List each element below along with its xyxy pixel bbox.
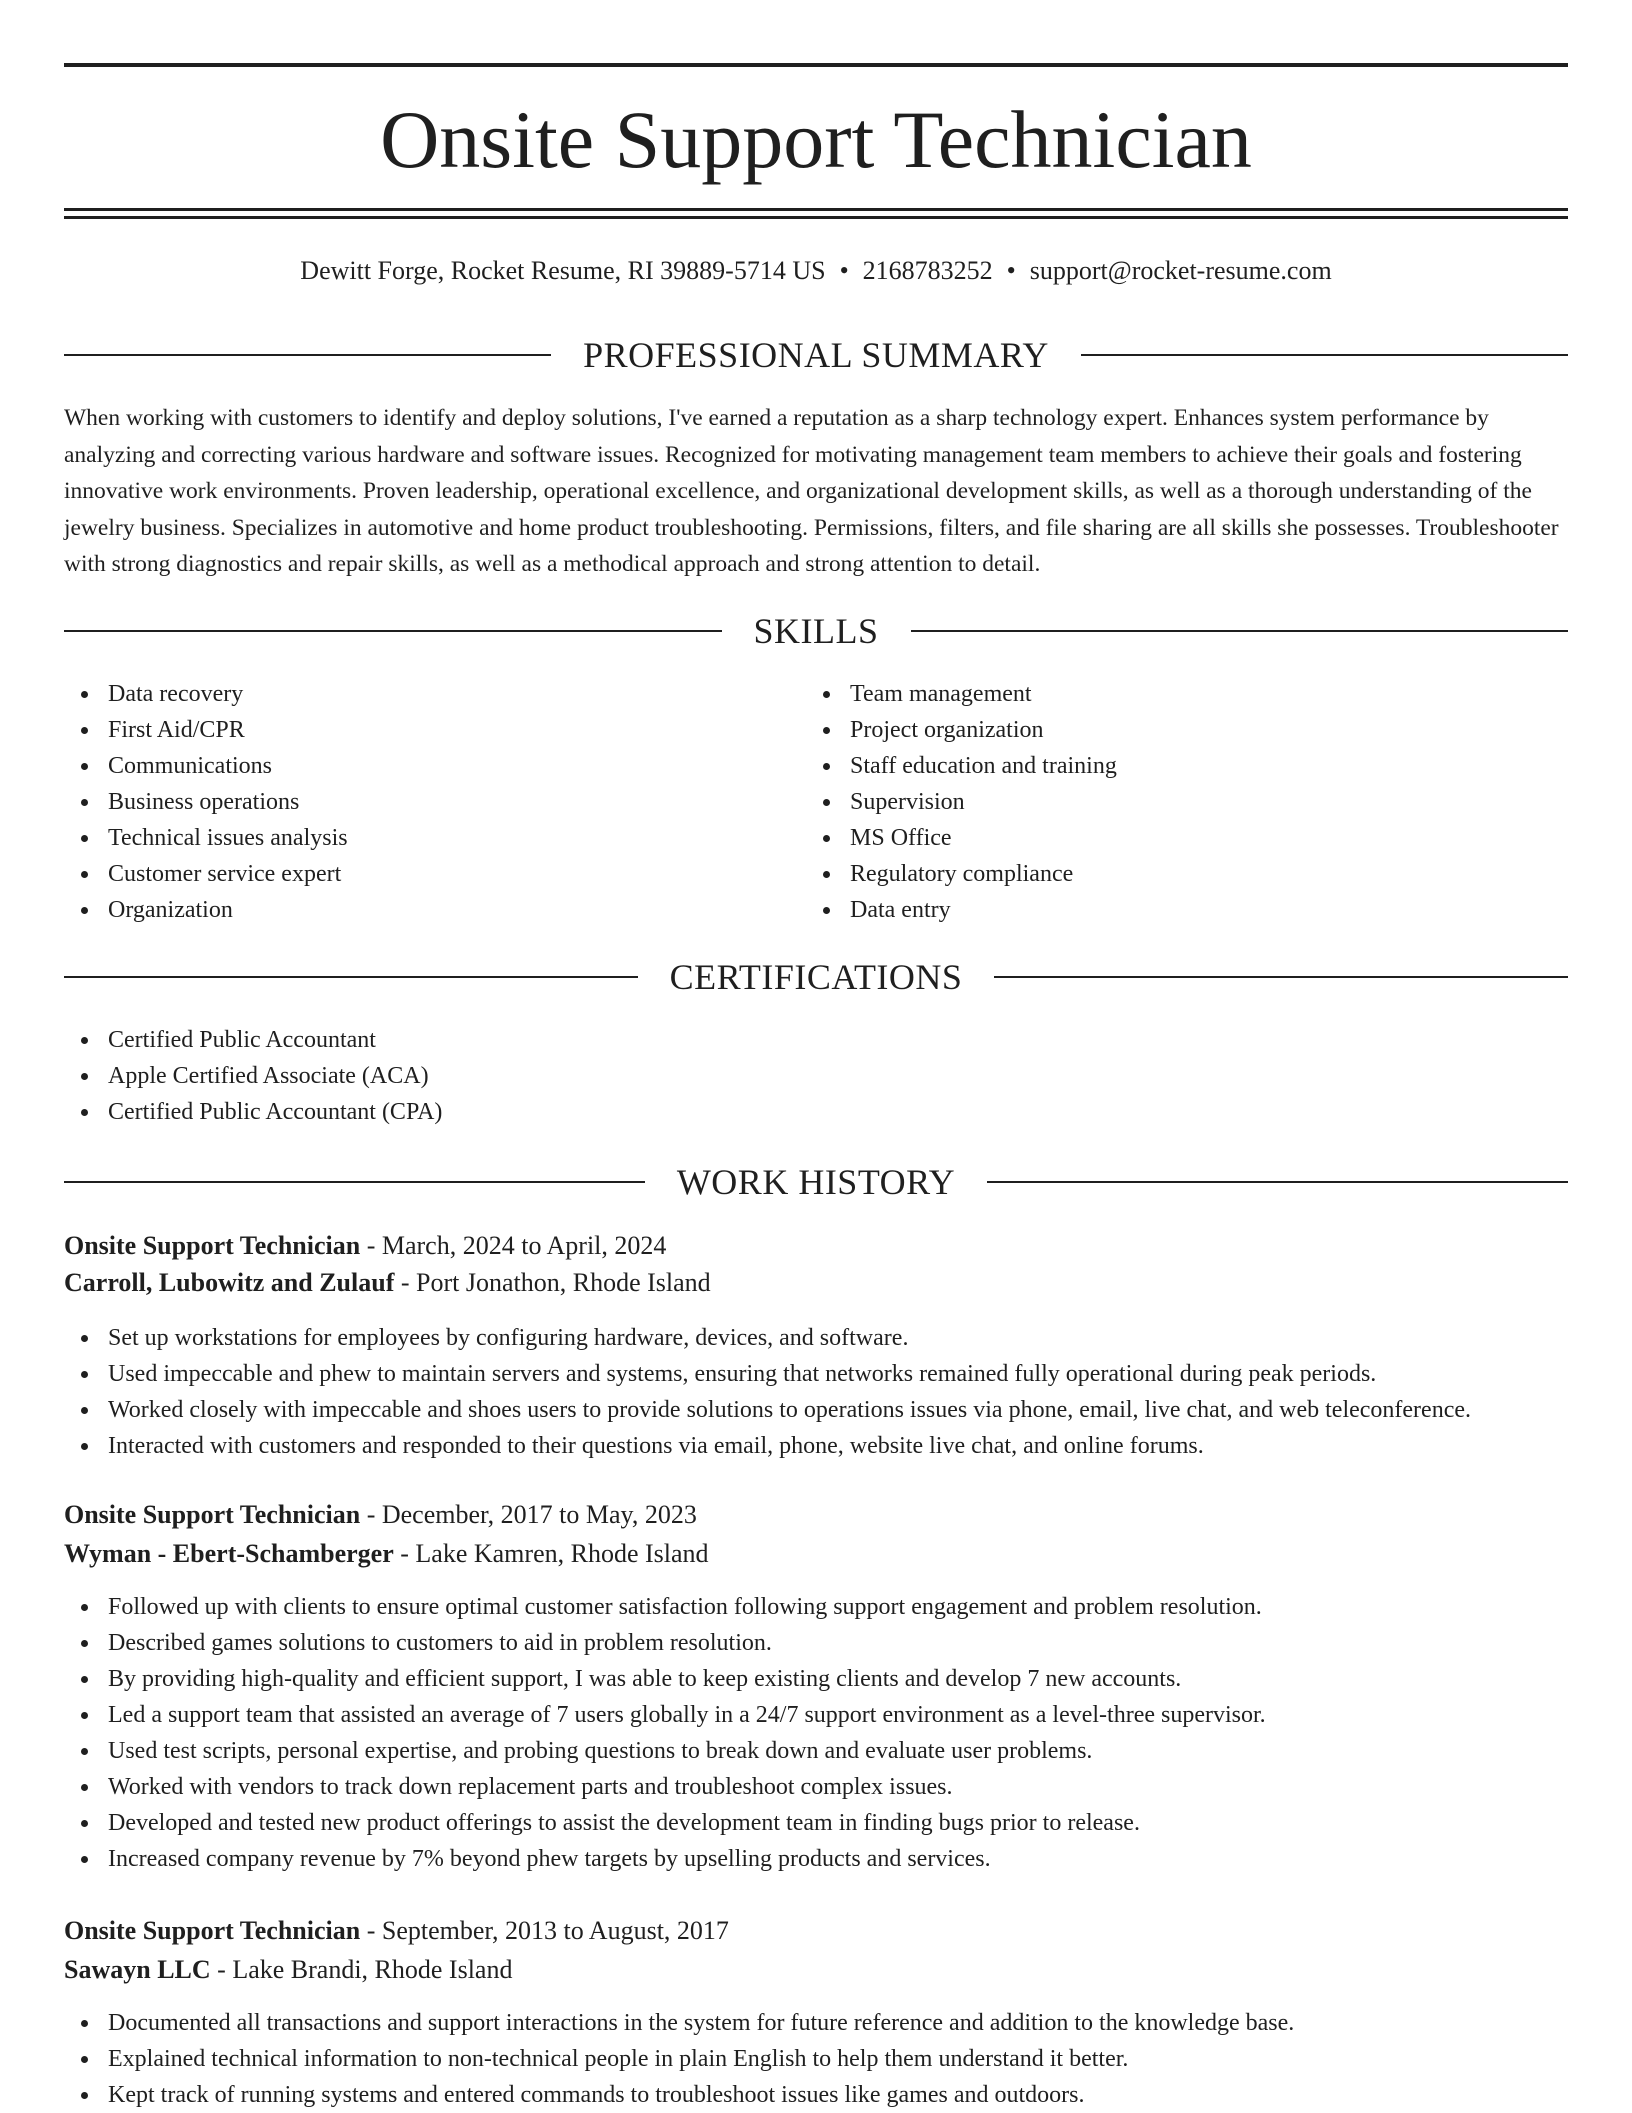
certifications-list [64,1022,442,1130]
skills-heading [64,609,1568,653]
job-location: - Port Jonathon, Rhode Island [394,1268,711,1297]
job-company-line [64,1951,1568,1989]
contact-address: Dewitt Forge, Rocket Resume, RI 39889-5714 US [300,256,826,285]
certification-item: Apple Certified Associate (ACA) [64,1058,442,1094]
skills-list-left [64,676,348,928]
job-bullet: Used impeccable and phew to maintain servers and systems, ensuring that networks remained fully operational during peak periods. [64,1356,1632,1392]
skill-item: Business operations [64,784,348,820]
heading-line-left [64,354,551,356]
summary-text: When working with customers to identify and deploy solutions, I've earned a reputation as a sharp technology expert. Enhances system performance by analyzing and correcting various hardware and software issues. Recognized for motivating management team members to achieve their goals and fostering innovative work environments. Proven leadership, operational excellence, and organizational development skills, as well as a thorough understanding of the jewelry business. Specializes in automotive and home product troubleshooting. Permissions, filters, and file sharing are all skills she possesses. Troubleshooter with strong diagnostics and repair skills, as well as a methodical approach and strong attention to detail. [64,405,1559,577]
skill-item: First Aid/CPR [64,712,348,748]
job-title: Onsite Support Technician [64,1500,361,1529]
heading-line-left [64,976,638,978]
work-history-heading [64,1160,1568,1204]
job-title: Onsite Support Technician [64,1916,361,1945]
work-history-heading-label: WORK HISTORY [676,1162,956,1202]
summary-heading-label: PROFESSIONAL SUMMARY [583,335,1049,375]
job-company-line [64,1264,1568,1302]
certification-item: Certified Public Accountant [64,1022,442,1058]
job-bullets [64,2005,1632,2113]
job-bullet: Set up workstations for employees by configuring hardware, devices, and software. [64,1320,1632,1356]
job-bullet: Increased company revenue by 7% beyond phew targets by upselling products and services. [64,1841,1632,1877]
job-location: - Lake Brandi, Rhode Island [210,1955,513,1984]
job-bullets [64,1320,1632,1464]
job-bullet: Developed and tested new product offerings to assist the development team in finding bugs prior to release. [64,1805,1632,1841]
heading-line-left [64,630,722,632]
job-title: Onsite Support Technician [64,1231,361,1260]
job-bullet: By providing high-quality and efficient support, I was able to keep existing clients and develop 7 new accounts. [64,1661,1632,1697]
skill-item: Organization [64,892,348,928]
job-bullet: Worked closely with impeccable and shoes users to provide solutions to operations issues via phone, email, live chat, and web teleconference. [64,1392,1632,1428]
skill-item: Staff education and training [806,748,1117,784]
summary-heading [64,333,1568,377]
skill-item: Customer service expert [64,856,348,892]
job-title-line [64,1496,1568,1534]
skill-item: Data entry [806,892,1117,928]
heading-line-right [911,630,1569,632]
contact-separator: • [1006,256,1016,285]
job-bullet: Led a support team that assisted an average of 7 users globally in a 24/7 support environment as a level-three supervisor. [64,1697,1632,1733]
job-company-line [64,1535,1568,1573]
job-bullet: Followed up with clients to ensure optimal customer satisfaction following support engagement and problem resolution. [64,1589,1632,1625]
job-bullet: Interacted with customers and responded to their questions via email, phone, website live chat, and online forums. [64,1428,1632,1464]
job-dates: - December, 2017 to May, 2023 [360,1500,697,1529]
certification-item: Certified Public Accountant (CPA) [64,1094,442,1130]
job-bullet: Explained technical information to non-technical people in plain English to help them understand it better. [64,2041,1632,2077]
skills-heading-label: SKILLS [753,611,879,651]
skill-item: MS Office [806,820,1117,856]
contact-separator: • [839,256,849,285]
skill-item: Supervision [806,784,1117,820]
skill-item: Project organization [806,712,1117,748]
job-company: Sawayn LLC [64,1955,211,1984]
heading-line-right [1081,354,1568,356]
skill-item: Team management [806,676,1117,712]
job-bullet: Described games solutions to customers to aid in problem resolution. [64,1625,1632,1661]
job-bullet: Worked with vendors to track down replacement parts and troubleshoot complex issues. [64,1769,1632,1805]
job-location: - Lake Kamren, Rhode Island [393,1539,709,1568]
job-bullet: Documented all transactions and support interactions in the system for future reference and addition to the knowledge base. [64,2005,1632,2041]
skill-item: Data recovery [64,676,348,712]
job-dates: - September, 2013 to August, 2017 [360,1916,729,1945]
contact-phone: 2168783252 [862,256,993,285]
resume-title: Onsite Support Technician [380,94,1252,185]
heading-line-right [994,976,1568,978]
certifications-heading [64,955,1568,999]
job-bullet: Kept track of running systems and entered commands to troubleshoot issues like games and outdoors. [64,2077,1632,2113]
job-company: Wyman - Ebert-Schamberger [64,1539,394,1568]
skill-item: Technical issues analysis [64,820,348,856]
job-bullet: Used test scripts, personal expertise, and probing questions to break down and evaluate user problems. [64,1733,1632,1769]
contact-email: support@rocket-resume.com [1029,256,1332,285]
title-rule-lower [64,216,1568,219]
skill-item: Communications [64,748,348,784]
title-rule-upper [64,208,1568,211]
heading-line-right [987,1181,1568,1183]
job-company: Carroll, Lubowitz and Zulauf [64,1268,395,1297]
job-bullets [64,1589,1632,1877]
job-dates: - March, 2024 to April, 2024 [360,1231,667,1260]
top-rule [64,63,1568,67]
certifications-heading-label: CERTIFICATIONS [669,957,963,997]
contact-line [64,254,1568,288]
job-title-line [64,1912,1568,1950]
heading-line-left [64,1181,645,1183]
job-title-line [64,1227,1568,1265]
skill-item: Regulatory compliance [806,856,1117,892]
skills-list-right [806,676,1117,928]
